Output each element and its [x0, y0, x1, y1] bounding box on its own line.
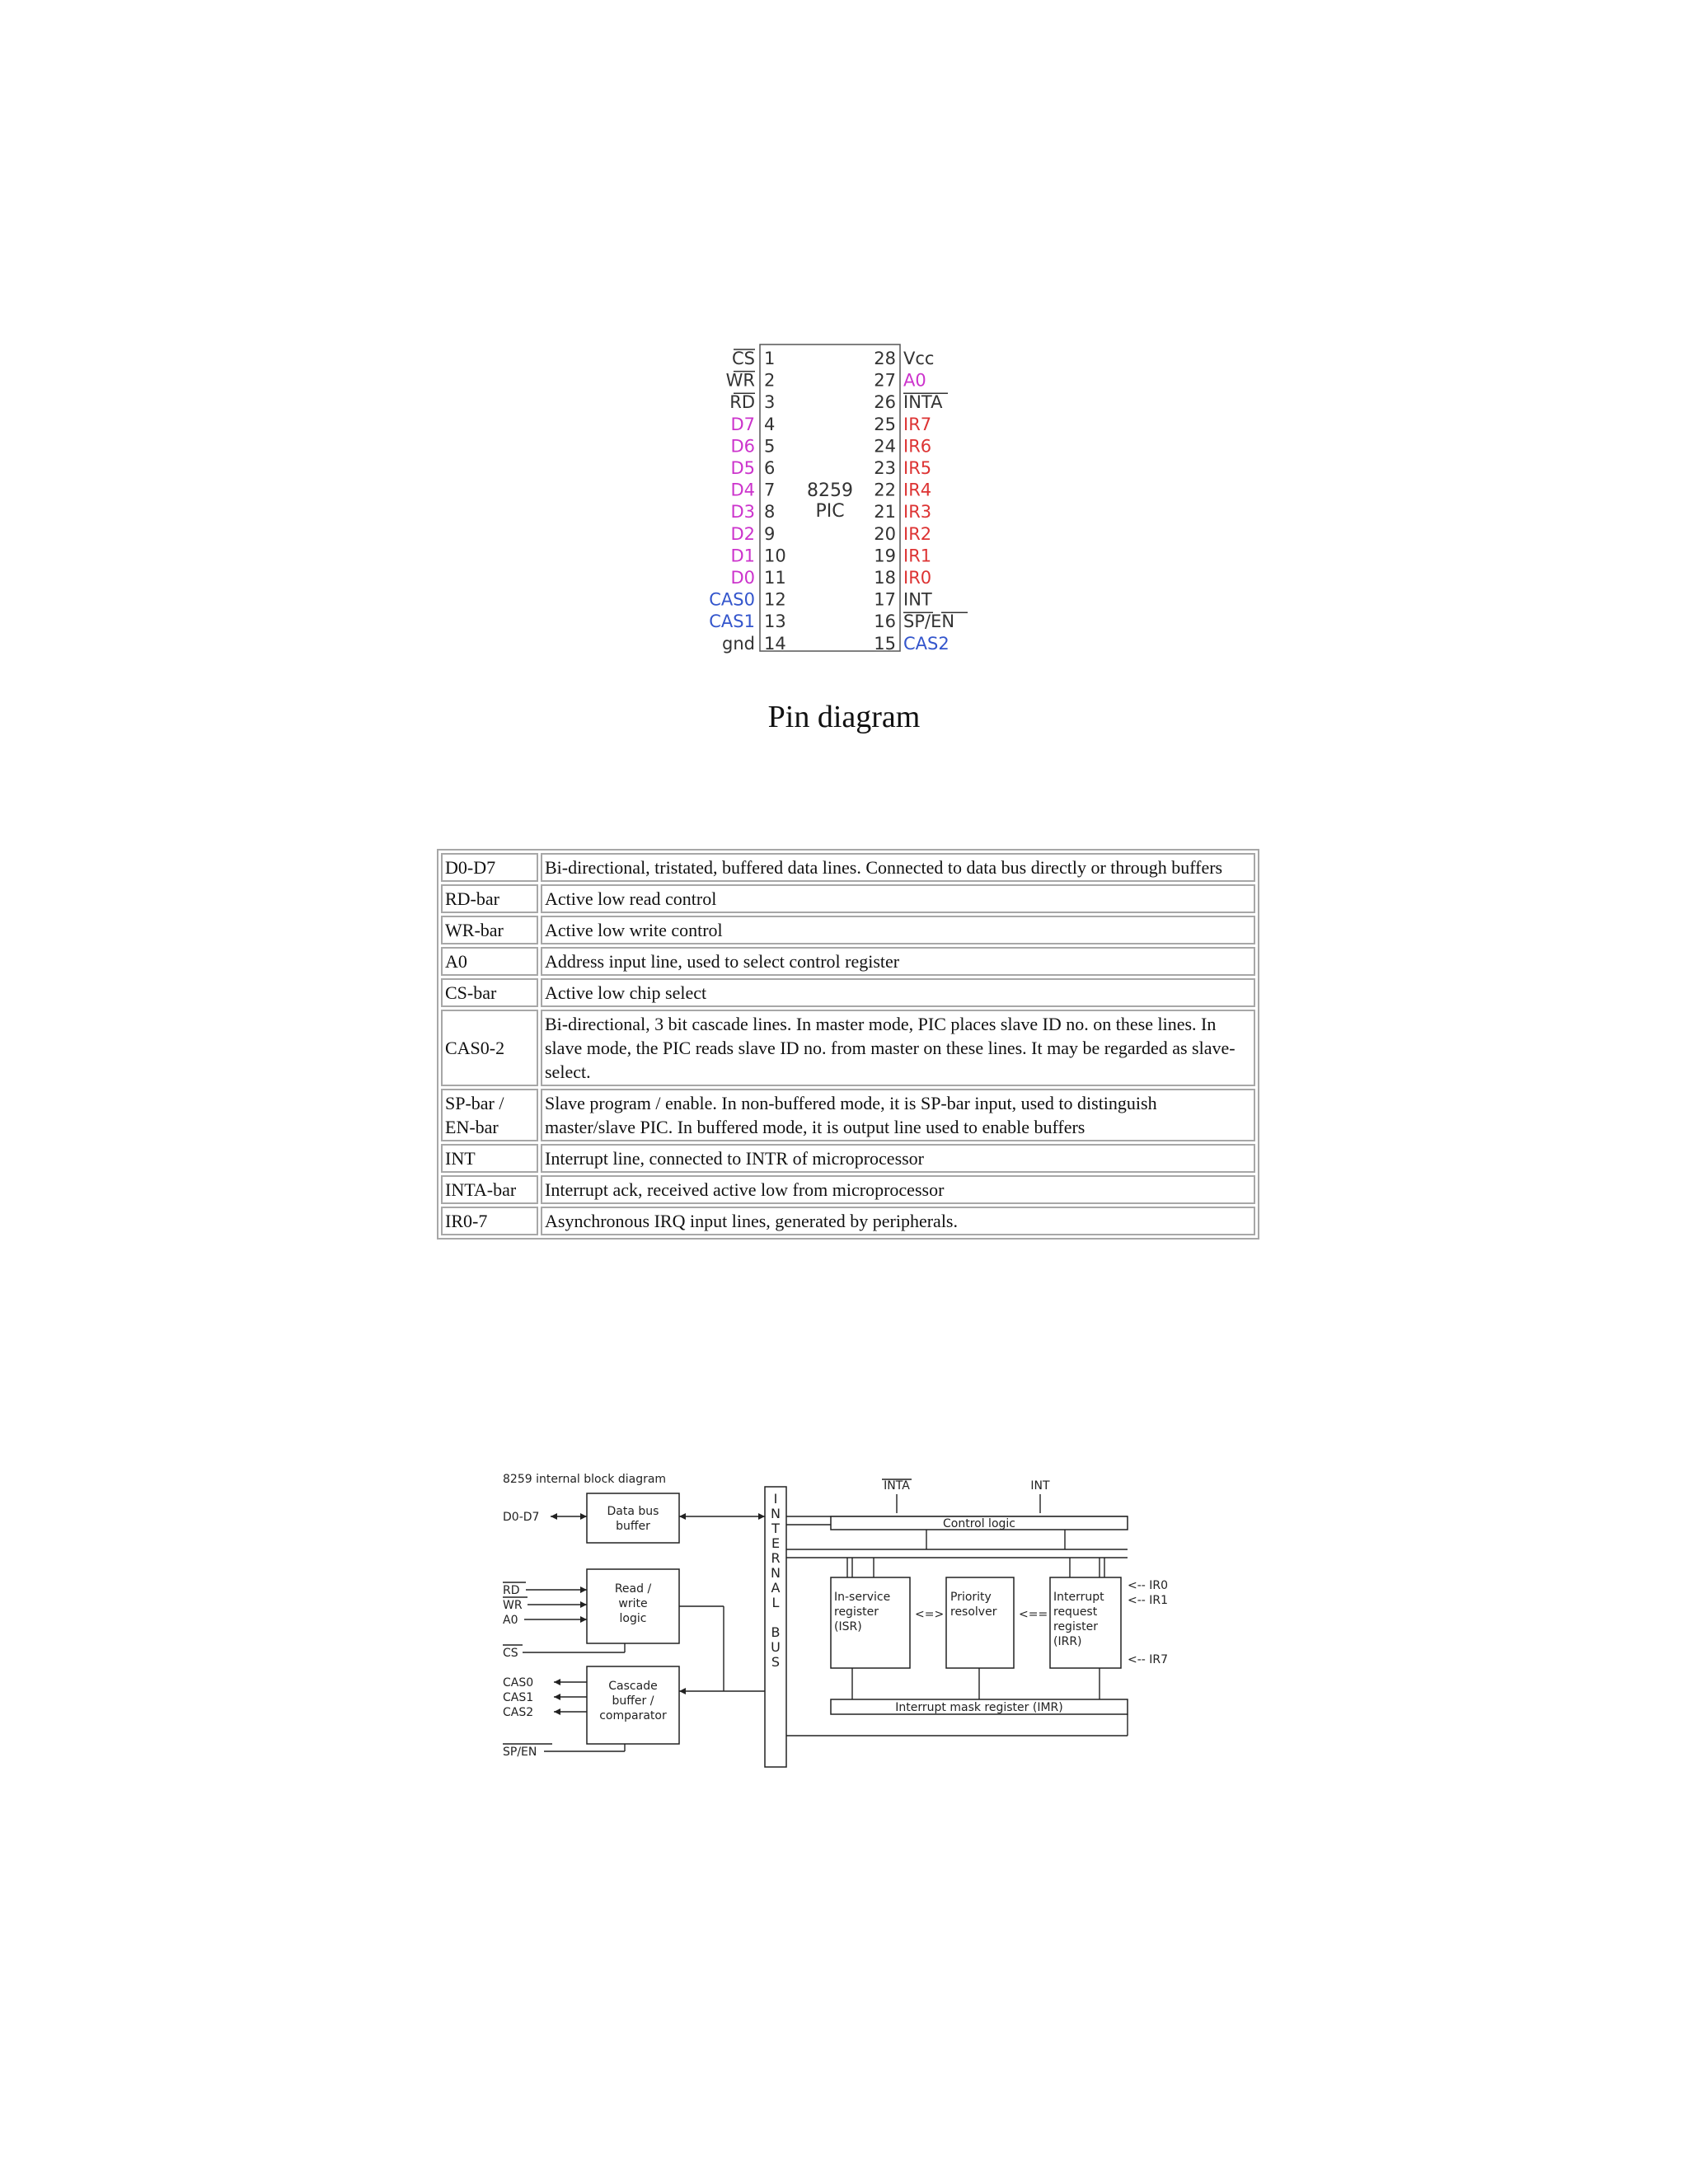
table-row: [441, 884, 1255, 913]
cascade-line2: buffer /: [612, 1694, 654, 1708]
right-pin-label: IR6: [903, 436, 932, 457]
d0-d7-label: D0-D7: [503, 1511, 540, 1524]
pin-name-cell: SP-bar / EN-bar: [441, 1089, 538, 1141]
table-row: [441, 947, 1255, 976]
control-logic-label: Control logic: [943, 1517, 1015, 1530]
left-pin-number: 9: [764, 523, 776, 544]
read-write-line1: Read /: [614, 1582, 652, 1596]
table-row: [441, 1010, 1255, 1086]
isr-priority-arrow: <=>: [915, 1608, 945, 1621]
priority-line1: Priority: [950, 1591, 992, 1604]
pin-name-cell: INT: [441, 1144, 538, 1173]
right-pin-number: 25: [874, 414, 896, 434]
cascade-line1: Cascade: [608, 1680, 658, 1693]
right-pin-label: IR5: [903, 458, 932, 478]
right-pin-label: SP/EN: [903, 612, 955, 632]
left-pin-label: CS: [732, 349, 755, 368]
cas1-label: CAS1: [503, 1691, 534, 1704]
data-bus-buffer-line1: Data bus: [607, 1505, 659, 1518]
right-pin-label: IR3: [903, 502, 932, 523]
irr-line2: request: [1053, 1605, 1098, 1619]
right-pin-number: 23: [874, 458, 896, 478]
left-pin-number: 5: [764, 436, 776, 457]
chip-name: 8259: [807, 480, 853, 501]
block-diagram-title: 8259 internal block diagram: [503, 1474, 667, 1486]
left-pin-label: CAS1: [709, 612, 755, 632]
pin-name-cell: WR-bar: [441, 916, 538, 944]
right-pin-label: IR1: [903, 546, 932, 566]
data-bus-buffer-box: [587, 1493, 679, 1543]
internal-bus-letter: A: [771, 1580, 781, 1596]
internal-bus-letter: L: [771, 1595, 780, 1610]
cas2-label: CAS2: [503, 1706, 534, 1719]
pin-name-cell: IR0-7: [441, 1207, 538, 1235]
table-row: [441, 1175, 1255, 1204]
internal-bus-letter: N: [771, 1506, 781, 1521]
sp-en-label: SP/EN: [503, 1746, 537, 1759]
ir7-input-label: <-- IR7: [1128, 1653, 1169, 1666]
right-pin-label: IR4: [903, 480, 932, 500]
pin-description-cell: Active low chip select: [541, 978, 1255, 1007]
right-pin-label: A0: [903, 370, 926, 391]
right-pin-label: Vcc: [903, 349, 935, 368]
left-pin-label: D4: [730, 480, 755, 500]
internal-bus-letter: U: [771, 1639, 781, 1655]
isr-line1: In-service: [834, 1591, 891, 1604]
pin-diagram-caption: Pin diagram: [767, 700, 921, 734]
pin-description-table: [437, 849, 1259, 1240]
cascade-line3: comparator: [599, 1709, 667, 1722]
left-pin-number: 7: [764, 480, 776, 500]
left-pin-label: D2: [730, 523, 755, 544]
table-row: [441, 1207, 1255, 1235]
left-pin-number: 10: [764, 546, 786, 566]
internal-bus-letter: T: [771, 1521, 780, 1536]
internal-bus-letter: N: [771, 1565, 781, 1581]
left-pin-label: RD: [729, 392, 755, 413]
table-row: [441, 1144, 1255, 1173]
ir0-input-label: <-- IR0: [1128, 1579, 1169, 1592]
block-diagram: [501, 1474, 1193, 1787]
pin-diagram: [692, 338, 989, 659]
pin-description-cell: Bi-directional, 3 bit cascade lines. In master mode, PIC places slave ID no. on these lines. In slave mode, the PIC reads slave ID no. from master on these lines. It may be regarded as slave-select.: [541, 1010, 1255, 1086]
left-pin-number: 12: [764, 589, 786, 610]
pin-description-cell: Asynchronous IRQ input lines, generated by peripherals.: [541, 1207, 1255, 1235]
left-pin-number: 11: [764, 568, 786, 588]
table-row: [441, 1089, 1255, 1141]
left-pin-number: 1: [764, 349, 776, 368]
pin-description-cell: Interrupt line, connected to INTR of microprocessor: [541, 1144, 1255, 1173]
left-pin-label: CAS0: [709, 589, 755, 610]
table-row: [441, 916, 1255, 944]
left-pin-label: D5: [730, 458, 755, 478]
right-pin-number: 15: [874, 633, 896, 654]
irr-line3: register: [1053, 1620, 1098, 1633]
pin-name-cell: D0-D7: [441, 853, 538, 882]
read-write-line2: write: [618, 1597, 648, 1610]
internal-bus-label: [771, 1491, 781, 1670]
right-pin-number: 26: [874, 392, 896, 413]
a0-label: A0: [503, 1614, 518, 1627]
pin-name-cell: CS-bar: [441, 978, 538, 1007]
pin-description-cell: Interrupt ack, received active low from microprocessor: [541, 1175, 1255, 1204]
left-pin-label: D3: [730, 502, 755, 523]
right-pin-number: 27: [874, 370, 896, 391]
pin-description-cell: Bi-directional, tristated, buffered data lines. Connected to data bus directly or through buffers: [541, 853, 1255, 882]
priority-line2: resolver: [950, 1605, 997, 1619]
pin-name-cell: CAS0-2: [441, 1010, 538, 1086]
pin-description-cell: Address input line, used to select control register: [541, 947, 1255, 976]
left-pin-number: 13: [764, 612, 786, 632]
left-pin-label: D1: [730, 546, 755, 566]
right-pin-number: 28: [874, 349, 896, 368]
left-pin-label: D7: [730, 414, 755, 434]
irr-line1: Interrupt: [1053, 1591, 1104, 1604]
internal-bus-letter: E: [771, 1535, 781, 1551]
right-pin-number: 18: [874, 568, 896, 588]
table-row: [441, 853, 1255, 882]
left-pin-label: D6: [730, 436, 755, 457]
right-pin-number: 22: [874, 480, 896, 500]
internal-bus-letter: B: [771, 1624, 781, 1640]
right-pin-number: 16: [874, 612, 896, 632]
pin-description-cell: Active low read control: [541, 884, 1255, 913]
left-pin-number: 6: [764, 458, 776, 478]
irr-line4: (IRR): [1053, 1635, 1082, 1648]
left-pin-number: 8: [764, 502, 776, 523]
isr-line2: register: [834, 1605, 879, 1619]
pin-name-cell: INTA-bar: [441, 1175, 538, 1204]
right-pin-number: 20: [874, 523, 896, 544]
pin-name-cell: RD-bar: [441, 884, 538, 913]
internal-bus-letter: S: [771, 1654, 781, 1670]
int-label: INT: [1030, 1479, 1050, 1493]
cas0-label: CAS0: [503, 1676, 534, 1690]
inta-label: INTA: [884, 1479, 910, 1493]
chip-subname: PIC: [815, 501, 845, 522]
right-pin-label: INTA: [903, 392, 943, 413]
right-pin-number: 19: [874, 546, 896, 566]
right-pin-number: 21: [874, 502, 896, 523]
table-row: [441, 978, 1255, 1007]
right-pin-label: CAS2: [903, 633, 950, 654]
priority-irr-arrow: <==: [1019, 1608, 1048, 1621]
read-write-line3: logic: [619, 1612, 647, 1625]
right-pin-label: IR0: [903, 568, 932, 588]
rd-label: RD: [503, 1584, 520, 1597]
left-pin-number: 3: [764, 392, 776, 413]
right-pin-label: INT: [903, 589, 932, 610]
wr-label: WR: [503, 1599, 523, 1612]
pin-description-cell: Active low write control: [541, 916, 1255, 944]
right-pin-label: IR7: [903, 414, 932, 434]
left-pin-number: 4: [764, 414, 776, 434]
left-pin-number: 2: [764, 370, 776, 391]
left-pin-label: D0: [730, 568, 755, 588]
right-pin-number: 24: [874, 436, 896, 457]
imr-label: Interrupt mask register (IMR): [895, 1701, 1063, 1714]
cs-label: CS: [503, 1647, 518, 1660]
pin-description-cell: Slave program / enable. In non-buffered mode, it is SP-bar input, used to distinguish master/slave PIC. In buffered mode, it is output line used to enable buffers: [541, 1089, 1255, 1141]
right-pin-label: IR2: [903, 523, 932, 544]
data-bus-buffer-line2: buffer: [616, 1520, 650, 1533]
ir1-input-label: <-- IR1: [1128, 1594, 1169, 1607]
pin-table-body: [441, 853, 1255, 1235]
internal-bus-letter: R: [771, 1550, 781, 1566]
left-pin-label: gnd: [722, 633, 755, 654]
isr-line3: (ISR): [834, 1620, 862, 1633]
left-pin-number: 14: [764, 633, 786, 654]
right-pin-number: 17: [874, 589, 896, 610]
pin-name-cell: A0: [441, 947, 538, 976]
internal-bus-letter: I: [773, 1491, 778, 1507]
left-pin-label: WR: [725, 370, 755, 391]
